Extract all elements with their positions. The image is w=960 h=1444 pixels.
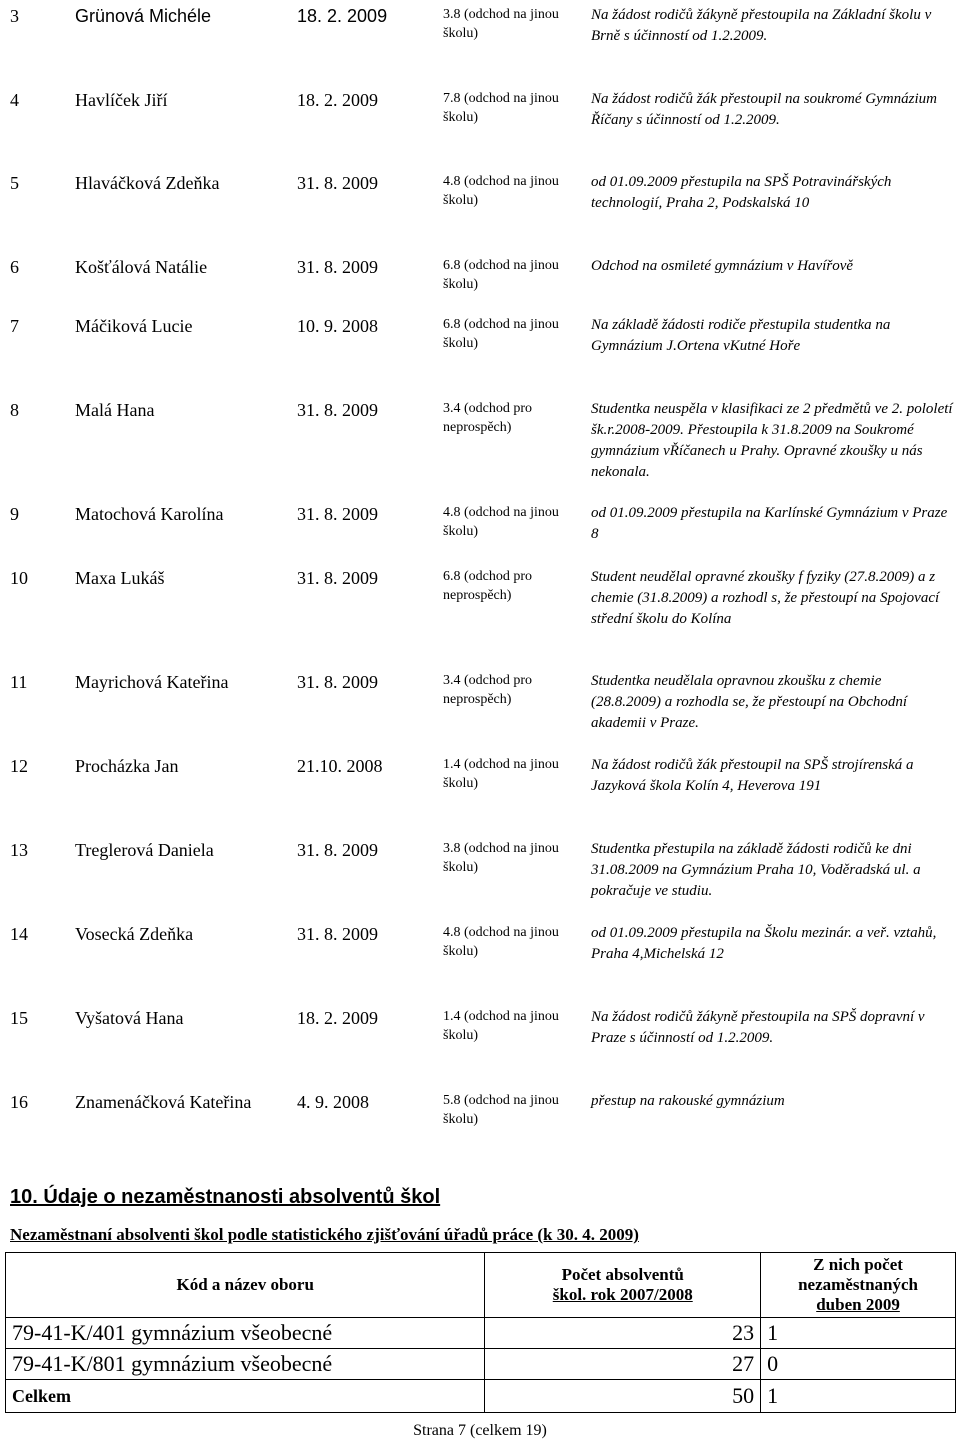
- leave-note: od 01.09.2009 přestupila na SPŠ Potravinářských technologií, Praha 2, Podskalská 10: [591, 174, 892, 211]
- leave-date: 31. 8. 2009: [297, 840, 378, 860]
- leave-code: 1.4 (odchod na jinou školu): [443, 757, 559, 791]
- total-unemployed: 1: [761, 1380, 956, 1413]
- student-name: Matochová Karolína: [75, 504, 224, 524]
- student-name: Malá Hana: [75, 400, 155, 420]
- table-row: [6, 1318, 956, 1349]
- leave-note: Na základě žádosti rodiče přestupila studentka na Gymnázium J.Ortena vKutné Hoře: [591, 317, 891, 354]
- student-number: 3: [10, 6, 19, 26]
- leave-date: 31. 8. 2009: [297, 400, 378, 420]
- student-name: Procházka Jan: [75, 756, 179, 776]
- field-cell: 79-41-K/401 gymnázium všeobecné: [6, 1318, 485, 1349]
- leave-note: od 01.09.2009 přestupila na Karlínské Gymnázium v Praze 8: [591, 505, 948, 542]
- leave-date: 10. 9. 2008: [297, 316, 378, 336]
- leave-code: 4.8 (odchod na jinou školu): [443, 505, 559, 539]
- leave-date: 18. 2. 2009: [297, 6, 388, 26]
- leave-date: 31. 8. 2009: [297, 504, 378, 524]
- student-number: 12: [10, 756, 28, 776]
- leave-date: 31. 8. 2009: [297, 924, 378, 944]
- leave-code: 4.8 (odchod na jinou školu): [443, 925, 559, 959]
- total-graduates: 50: [485, 1380, 761, 1413]
- student-number: 11: [10, 672, 28, 692]
- unemployed-cell: 1: [761, 1318, 956, 1349]
- student-number: 9: [10, 504, 19, 524]
- student-name: Grünová Michéle: [75, 6, 212, 26]
- leave-code: 5.8 (odchod na jinou školu): [443, 1093, 559, 1127]
- leave-code: 6.8 (odchod na jinou školu): [443, 317, 559, 351]
- leave-note: Studentka neuspěla v klasifikaci ze 2 předmětů ve 2. pololetí šk.r.2008-2009. Přestoupila k 31.8.2009 na Soukromé gymnázium vŘíčanech u Prahy. Opravné zkoušky u nás nekonala.: [591, 401, 953, 480]
- graduates-cell: 27: [485, 1349, 761, 1380]
- leave-date: 18. 2. 2009: [297, 90, 378, 110]
- student-number: 13: [10, 840, 28, 860]
- leave-note: Na žádost rodičů žákyně přestoupila na Základní školu v Brně s účinností od 1.2.2009.: [591, 7, 932, 44]
- student-name: Košťálová Natálie: [75, 257, 208, 277]
- header-unemployed: Z nich počet nezaměstnaných duben 2009: [761, 1253, 956, 1318]
- leave-code: 4.8 (odchod na jinou školu): [443, 174, 559, 208]
- table-row: [6, 1349, 956, 1380]
- leave-code: 7.8 (odchod na jinou školu): [443, 91, 559, 125]
- leave-note: Na žádost rodičů žák přestoupil na soukromé Gymnázium Říčany s účinností od 1.2.2009.: [591, 91, 937, 128]
- student-name: Hlaváčková Zdeňka: [75, 173, 220, 193]
- student-number: 16: [10, 1092, 28, 1112]
- table-total-row: [6, 1380, 956, 1413]
- leave-code: 3.4 (odchod pro neprospěch): [443, 673, 533, 707]
- total-label: Celkem: [6, 1380, 485, 1413]
- graduates-cell: 23: [485, 1318, 761, 1349]
- leave-code: 3.4 (odchod pro neprospěch): [443, 401, 533, 435]
- leave-date: 31. 8. 2009: [297, 173, 378, 193]
- student-number: 15: [10, 1008, 28, 1028]
- student-name: Havlíček Jiří: [75, 90, 168, 110]
- student-number: 5: [10, 173, 19, 193]
- student-name: Vyšatová Hana: [75, 1008, 184, 1028]
- leave-date: 4. 9. 2008: [297, 1092, 369, 1112]
- student-name: Mayrichová Kateřina: [75, 672, 229, 692]
- leave-code: 3.8 (odchod na jinou školu): [443, 841, 559, 875]
- leave-code: 3.8 (odchod na jinou školu): [443, 7, 559, 41]
- student-name: Treglerová Daniela: [75, 840, 214, 860]
- student-number: 10: [10, 568, 28, 588]
- leave-note: Student neudělal opravné zkoušky f fyziky (27.8.2009) a z chemie (31.8.2009) a rozhodl s, že přestoupí na Spojovací střední školu do Kolína: [591, 569, 940, 627]
- leave-date: 18. 2. 2009: [297, 1008, 378, 1028]
- leave-note: od 01.09.2009 přestupila na Školu mezinár. a veř. vztahů, Praha 4,Michelská 12: [591, 925, 937, 962]
- student-number: 8: [10, 400, 19, 420]
- leave-note: přestup na rakouské gymnázium: [591, 1093, 785, 1109]
- leave-date: 31. 8. 2009: [297, 568, 378, 588]
- leave-date: 21.10. 2008: [297, 756, 383, 776]
- leave-note: Studentka neudělala opravnou zkoušku z chemie (28.8.2009) a rozhodla se, že přestoupí na Obchodní akademii v Praze.: [591, 673, 908, 731]
- student-number: 4: [10, 90, 19, 110]
- student-name: Maxa Lukáš: [75, 568, 165, 588]
- student-number: 6: [10, 257, 19, 277]
- leave-code: 6.8 (odchod pro neprospěch): [443, 569, 533, 603]
- section-heading: 10. Údaje o nezaměstnanosti absolventů škol: [10, 1186, 441, 1208]
- leave-code: 6.8 (odchod na jinou školu): [443, 258, 559, 292]
- leave-date: 31. 8. 2009: [297, 672, 378, 692]
- header-graduates: Počet absolventů škol. rok 2007/2008: [485, 1253, 761, 1318]
- leave-note: Na žádost rodičů žák přestoupil na SPŠ strojírenská a Jazyková škola Kolín 4, Heverova 191: [591, 757, 914, 794]
- unemployed-cell: 0: [761, 1349, 956, 1380]
- section-subheading: Nezaměstnaní absolventi škol podle statistického zjišťování úřadů práce (k 30. 4. 2009): [10, 1225, 639, 1244]
- leave-note: Studentka přestupila na základě žádosti rodičů ke dni 31.08.2009 na Gymnázium Praha 10, Voděradská ul. a pokračuje ve studiu.: [591, 841, 921, 899]
- leave-code: 1.4 (odchod na jinou školu): [443, 1009, 559, 1043]
- leave-date: 31. 8. 2009: [297, 257, 378, 277]
- student-name: Znamenáčková Kateřina: [75, 1092, 252, 1112]
- page-footer: Strana 7 (celkem 19): [413, 1422, 547, 1439]
- leave-note: Odchod na osmileté gymnázium v Havířově: [591, 258, 854, 274]
- student-name: Máčiková Lucie: [75, 316, 193, 336]
- table-header-row: [6, 1253, 956, 1318]
- student-number: 14: [10, 924, 28, 944]
- field-cell: 79-41-K/801 gymnázium všeobecné: [6, 1349, 485, 1380]
- leave-note: Na žádost rodičů žákyně přestoupila na SPŠ dopravní v Praze s účinností od 1.2.2009.: [591, 1009, 925, 1046]
- unemployment-table: [5, 1252, 956, 1413]
- student-name: Vosecká Zdeňka: [75, 924, 194, 944]
- header-field: Kód a název oboru: [6, 1253, 485, 1318]
- student-number: 7: [10, 316, 19, 336]
